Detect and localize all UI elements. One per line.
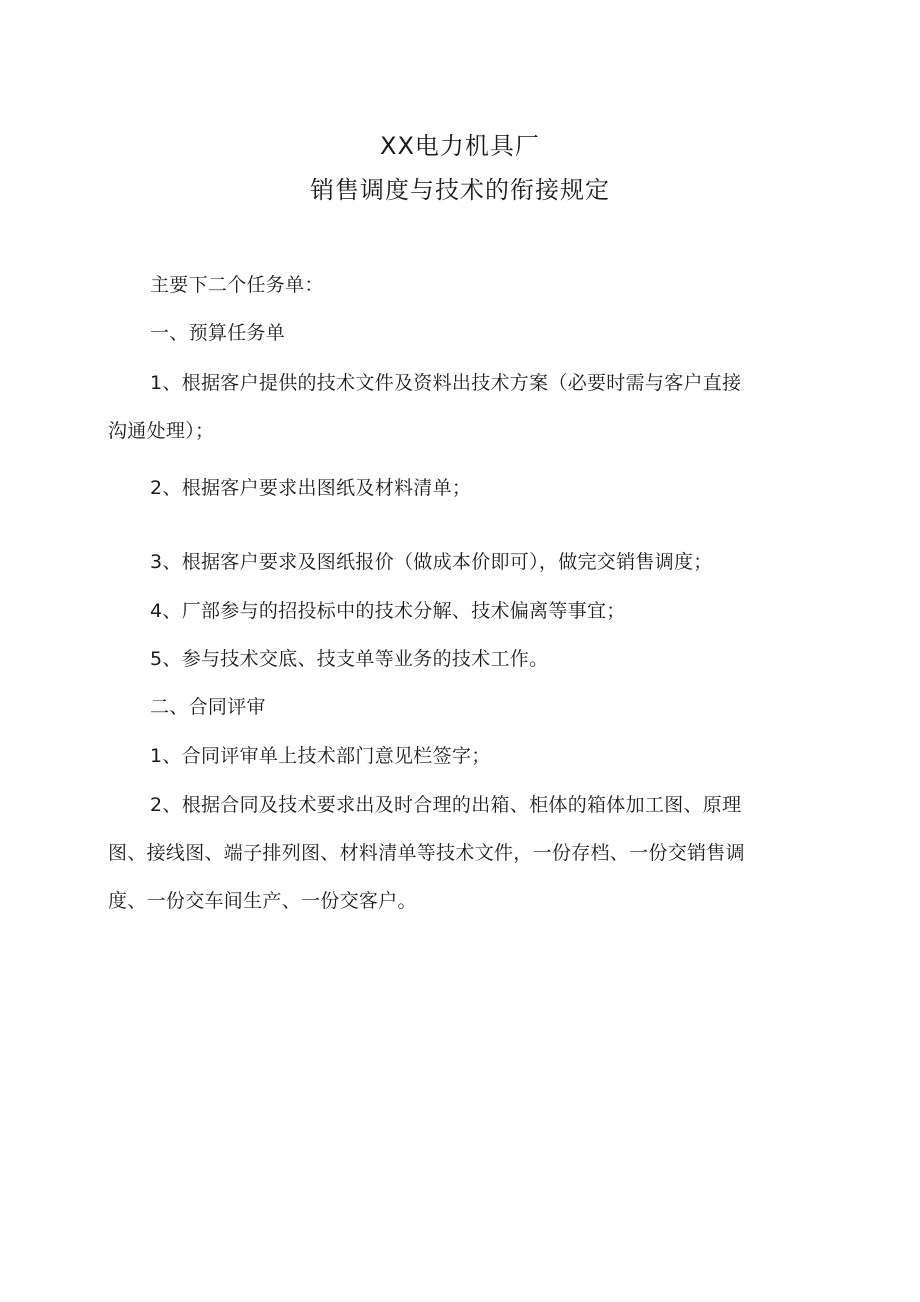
section-1-heading: 一、预算任务单: [150, 322, 286, 344]
section-2-heading: 二、合同评审: [150, 696, 266, 718]
section-2-item-2-line-1: 2、根据合同及技术要求出及时合理的出箱、柜体的箱体加工图、原理: [150, 794, 742, 816]
section-2-item-1: 1、合同评审单上技术部门意见栏签字；: [150, 745, 491, 767]
section-1-item-2: 2、根据客户要求出图纸及材料清单；: [150, 477, 472, 499]
intro-text: 主要下二个任务单：: [150, 274, 324, 296]
section-2-item-2-line-3: 度、一份交车间生产、一份交客户。: [108, 890, 417, 912]
document-title-subject: 销售调度与技术的衔接规定: [310, 176, 610, 204]
section-2-item-2-line-2: 图、接线图、端子排列图、材料清单等技术文件，一份存档、一份交销售调: [108, 842, 745, 864]
document-title-company: XX电力机具厂: [380, 132, 540, 160]
section-1-item-1-line-2: 沟通处理）；: [108, 420, 215, 442]
section-1-item-4: 4、厂部参与的招投标中的技术分解、技术偏离等事宜；: [150, 600, 626, 622]
section-1-item-3: 3、根据客户要求及图纸报价（做成本价即可），做完交销售调度；: [150, 551, 713, 573]
section-1-item-1-line-1: 1、根据客户提供的技术文件及资料出技术方案（必要时需与客户直接: [150, 372, 742, 394]
section-1-item-5: 5、参与技术交底、技支单等业务的技术工作。: [150, 648, 549, 670]
